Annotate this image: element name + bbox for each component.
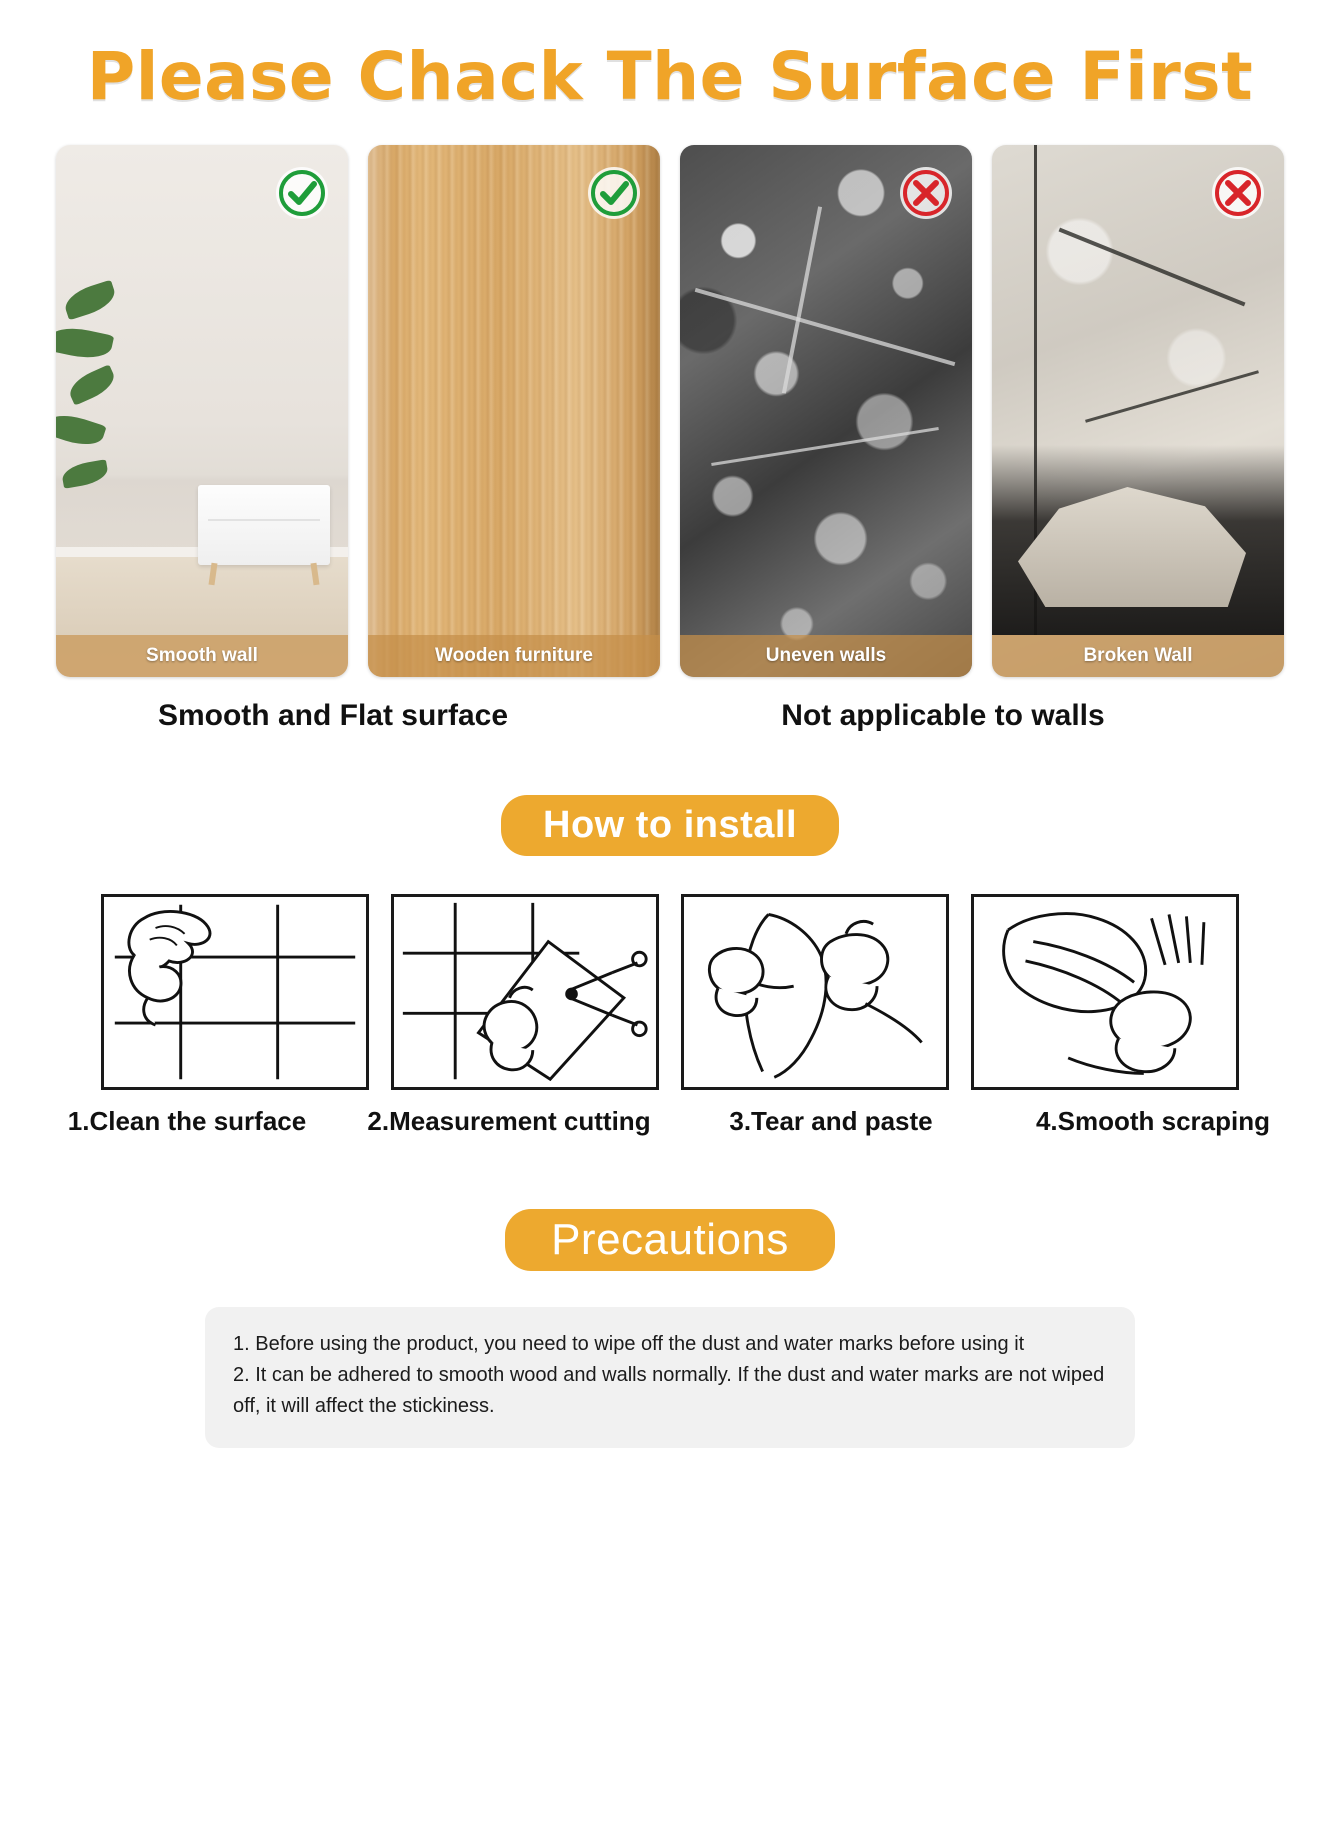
surface-card-smooth-wall (56, 145, 348, 677)
hand-scissors-cutting-icon (394, 897, 656, 1087)
surface-label-good: Smooth and Flat surface (157, 699, 509, 732)
precautions-heading-wrap (0, 1209, 1340, 1271)
surface-card-caption: Smooth wall (56, 635, 348, 677)
cloth-wiping-tile-icon (104, 897, 366, 1087)
check-icon (276, 167, 328, 219)
step-illustration-measure-cut (391, 894, 659, 1090)
surface-labels-row (0, 699, 1340, 733)
install-heading-wrap (0, 795, 1340, 856)
surface-card-uneven-walls (680, 145, 972, 677)
install-steps-row (0, 894, 1340, 1090)
surface-cards-row (0, 145, 1340, 677)
surface-card-broken-wall (992, 145, 1284, 677)
surface-card-wooden-furniture (368, 145, 660, 677)
install-heading: How to install (501, 795, 839, 856)
hand-peeling-sheet-icon (684, 897, 946, 1087)
hand-scraper-smoothing-icon (974, 897, 1236, 1087)
room-cabinet (198, 485, 330, 565)
precautions-box (205, 1307, 1135, 1448)
surface-card-caption: Uneven walls (680, 635, 972, 677)
step-label-4: 4.Smooth scraping (1035, 1106, 1271, 1136)
precautions-heading: Precautions (505, 1209, 835, 1271)
step-label-1: 1.Clean the surface (67, 1106, 307, 1136)
step-illustration-clean (101, 894, 369, 1090)
step-label-2: 2.Measurement cutting (367, 1106, 651, 1136)
room-floor (56, 557, 348, 635)
wood-edge-left (368, 145, 394, 677)
surface-label-bad: Not applicable to walls (781, 699, 1105, 732)
cross-icon (900, 167, 952, 219)
precaution-line-2: 2. It can be adhered to smooth wood and walls normally. If the dust and water marks are not wiped off, it will affect the stickiness. (233, 1364, 1105, 1417)
page-title: Please Chack The Surface First (86, 38, 1254, 115)
wood-edge-right (634, 145, 660, 677)
precaution-line-1: 1. Before using the product, you need to wipe off the dust and water marks before using it (233, 1333, 1025, 1355)
room-plant (56, 277, 138, 527)
step-label-3: 3.Tear and paste (729, 1106, 933, 1136)
install-step-labels-row (0, 1106, 1340, 1137)
surface-card-caption: Wooden furniture (368, 635, 660, 677)
check-icon (588, 167, 640, 219)
cross-icon (1212, 167, 1264, 219)
step-illustration-smooth-scrape (971, 894, 1239, 1090)
step-illustration-tear-paste (681, 894, 949, 1090)
surface-card-caption: Broken Wall (992, 635, 1284, 677)
